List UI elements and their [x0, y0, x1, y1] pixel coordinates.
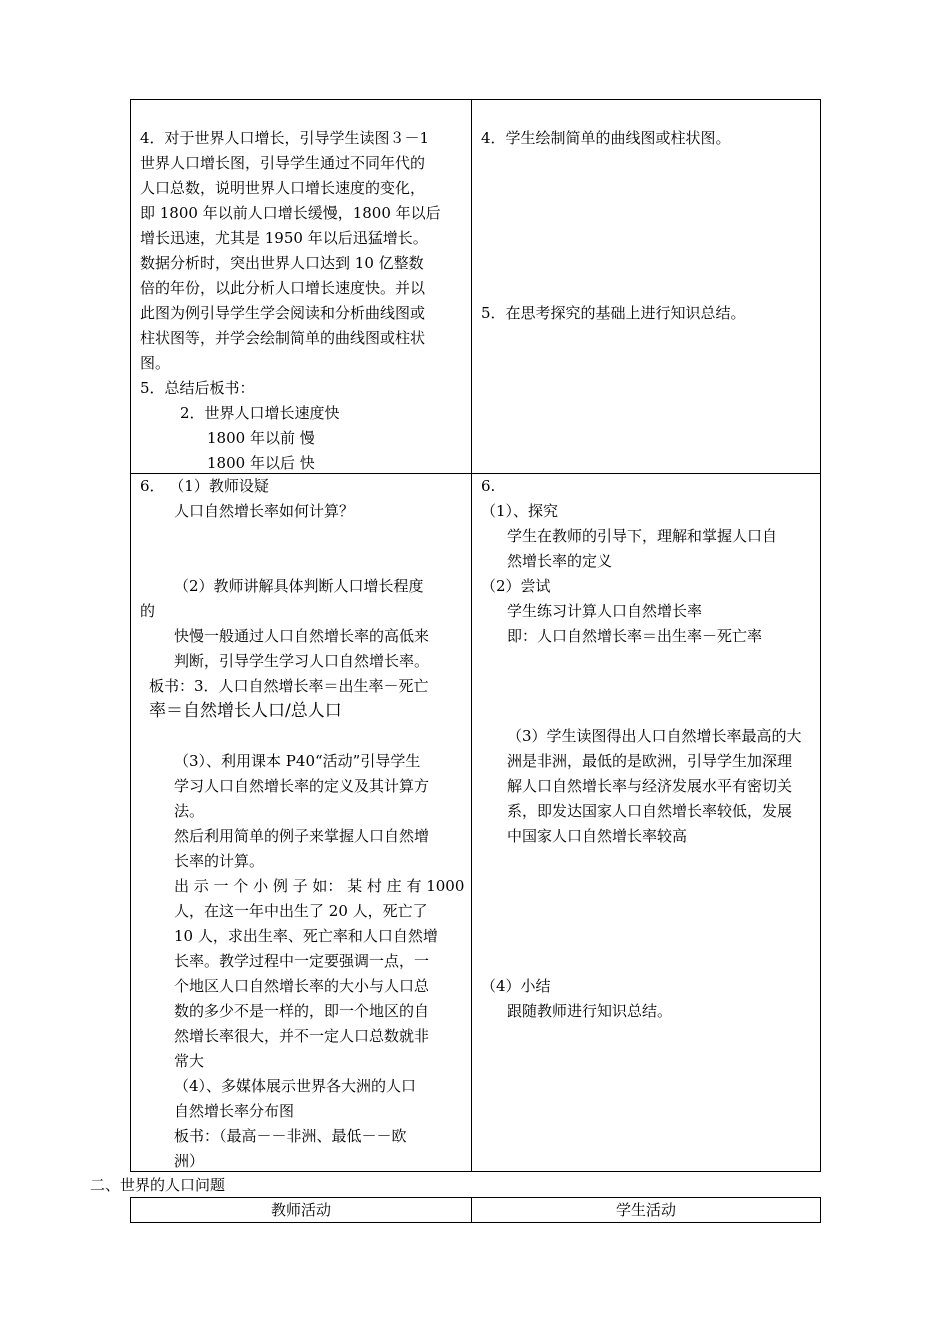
text-line: （3）学生读图得出人口自然增长率最高的大: [507, 727, 802, 745]
lesson-table: [130, 99, 821, 1172]
text-line: 率＝自然增长人口/总人口: [149, 701, 342, 721]
text-line: 人口总数，说明世界人口增长速度的变化，: [140, 179, 426, 197]
text-line: 增长迅速，尤其是 1950 年以后迅猛增长。: [140, 229, 428, 247]
text-line: 2．世界人口增长速度快: [180, 404, 340, 422]
text-line: （2）教师讲解具体判断人口增长程度: [174, 577, 424, 595]
text-line: 长率。教学过程中一定要强调一点，一: [174, 952, 430, 970]
text-line: 人口自然增长率如何计算？: [174, 502, 355, 520]
text-line: （1）、探究: [481, 502, 559, 520]
table-row: [131, 474, 821, 1172]
text-line: 板书：（最高－－非洲、最低－－欧: [174, 1127, 407, 1145]
text-line: 即：人口自然增长率＝出生率－死亡率: [507, 627, 763, 645]
text-line: 系，即发达国家人口自然增长率较低，发展: [507, 802, 793, 820]
teacher-cell-2: [131, 474, 472, 1172]
text-line: 此图为例引导学生学会阅读和分析曲线图或: [140, 304, 426, 322]
text-line: 出 示 一 个 小 例 子 如： 某 村 庄 有 1000: [174, 877, 465, 895]
text-line: 即 1800 年以前人口增长缓慢，1800 年以后: [140, 204, 441, 222]
text-line: 洲是非洲，最低的是欧洲，引导学生加深理: [507, 752, 793, 770]
text-line: 倍的年份，以此分析人口增长速度快。并以: [140, 279, 426, 297]
text-line: 自然增长率分布图: [174, 1102, 295, 1120]
text-line: 板书：3．人口自然增长率＝出生率－死亡: [149, 677, 429, 695]
text-line: 中国家人口自然增长率较高: [507, 827, 688, 845]
activity-header-table: [130, 1197, 821, 1223]
text-line: 数的多少不是一样的，即一个地区的自: [174, 1002, 430, 1020]
text-line: 洲）: [174, 1152, 205, 1170]
text-line: 法。: [174, 802, 205, 820]
section-heading: 二、世界的人口问题: [90, 1176, 226, 1194]
student-cell-2: [472, 474, 821, 1172]
text-line: （4）小结: [481, 977, 551, 995]
text-line: 解人口自然增长率与经济发展水平有密切关: [507, 777, 793, 795]
table-header-row: [131, 1198, 821, 1223]
text-line: 数据分析时，突出世界人口达到 10 亿整数: [140, 254, 424, 272]
column-header-student: 学生活动: [472, 1198, 821, 1223]
text-line: 的: [140, 602, 156, 620]
text-line: 长率的计算。: [174, 852, 265, 870]
text-line: 判断，引导学生学习人口自然增长率。: [174, 652, 430, 670]
text-line: 1800 年以后 快: [207, 454, 315, 472]
table-row: [131, 100, 821, 474]
text-line: 学生在教师的引导下，理解和掌握人口自: [507, 527, 778, 545]
text-line: 然后利用简单的例子来掌握人口自然增: [174, 827, 430, 845]
text-line: 6.: [481, 477, 496, 495]
text-line: 学生练习计算人口自然增长率: [507, 602, 703, 620]
text-line: （4）、多媒体展示世界各大洲的人口: [174, 1077, 417, 1095]
text-line: 跟随教师进行知识总结。: [507, 1002, 673, 1020]
text-line: （2）尝试: [481, 577, 551, 595]
student-cell-1: [472, 100, 821, 474]
text-line: 然增长率很大，并不一定人口总数就非: [174, 1027, 430, 1045]
text-line: 1800 年以前 慢: [207, 429, 315, 447]
text-line: 5．在思考探究的基础上进行知识总结。: [481, 304, 746, 322]
text-line: 6． （1）教师设疑: [140, 477, 269, 495]
text-line: 个地区人口自然增长率的大小与人口总: [174, 977, 430, 995]
text-line: （3）、利用课本 P40“活动”引导学生: [174, 752, 421, 770]
text-line: 人，在这一年中出生了 20 人，死亡了: [174, 902, 428, 920]
text-line: 世界人口增长图，引导学生通过不同年代的: [140, 154, 426, 172]
column-header-teacher: 教师活动: [131, 1198, 472, 1223]
text-line: 柱状图等，并学会绘制简单的曲线图或柱状: [140, 329, 426, 347]
text-line: 4．学生绘制简单的曲线图或柱状图。: [481, 129, 731, 147]
text-line: 4．对于世界人口增长，引导学生读图３－1: [140, 129, 430, 147]
text-line: 图。: [140, 354, 171, 372]
text-line: 快慢一般通过人口自然增长率的高低来: [174, 627, 430, 645]
text-line: 常大: [174, 1052, 205, 1070]
teacher-cell-1: [131, 100, 472, 474]
text-line: 5．总结后板书：: [140, 379, 255, 397]
text-line: 学习人口自然增长率的定义及其计算方: [174, 777, 430, 795]
text-line: 10 人，求出生率、死亡率和人口自然增: [174, 927, 438, 945]
text-line: 然增长率的定义: [507, 552, 613, 570]
